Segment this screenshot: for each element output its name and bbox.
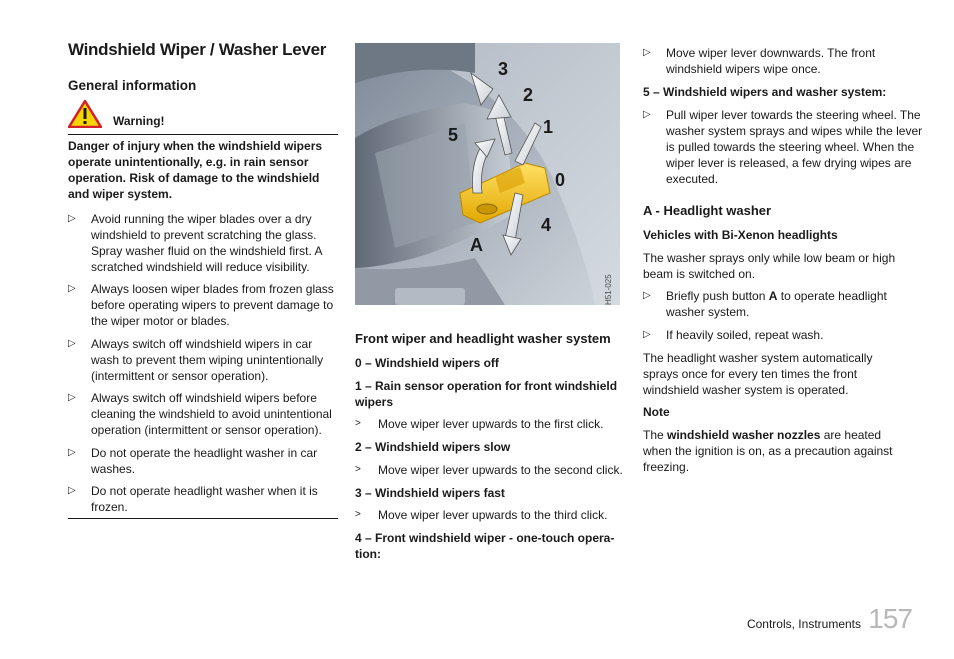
list-item: ▷ Do not operate the headlight washer in car washes.	[68, 446, 318, 476]
list-item: ▷ Always switch off windshield wipers in car wash to prevent them wiping unintentionally (intermittent or sensor operation).	[68, 337, 324, 383]
triangle-bullet-icon: ▷	[643, 109, 651, 120]
headlight-washer-heading: A - Headlight washer	[643, 203, 772, 218]
auto-spray-text: The headlight washer system automatically sprays once for every ten times the front windshield washer system is operated.	[643, 351, 873, 397]
figure-label-4: 4	[541, 215, 552, 235]
list-item: ▷ Always switch off windshield wipers before cleaning the windshield to avoid unintentional operation (intermittent or sensor operation).	[68, 391, 332, 437]
wiper-lever-image	[355, 43, 620, 305]
front-wiper-heading: Front wiper and headlight washer system	[355, 331, 611, 346]
list-item: > Move wiper lever upwards to the first click.	[355, 417, 604, 431]
triangle-bullet-icon: ▷	[68, 485, 76, 496]
position-5-label: 5 – Windshield wipers and washer system:	[643, 85, 887, 99]
chevron-bullet-icon: >	[355, 509, 361, 520]
chevron-bullet-icon: >	[355, 464, 361, 475]
list-item: ▷ Always loosen wiper blades from frozen glass before operating wipers to prevent damage to the wiper motor or blades.	[68, 282, 334, 328]
figure-label-a: A	[470, 235, 483, 255]
warning-label: Warning!	[113, 114, 165, 128]
figure-code: H51-025	[604, 274, 613, 305]
page-title: Windshield Wiper / Washer Lever	[68, 40, 327, 59]
list-item: ▷ Do not operate headlight washer when it is frozen.	[68, 484, 318, 514]
triangle-bullet-icon: ▷	[643, 47, 651, 58]
figure-label-2: 2	[523, 85, 534, 105]
triangle-bullet-icon: ▷	[68, 447, 76, 458]
warning-text: Danger of injury when the windshield wipers operate unintentionally, e.g. in rain sensor operation. Risk of damage to the windshield and wiper system.	[68, 139, 323, 201]
list-item: ▷ Briefly push button A to operate headlight washer system.	[643, 289, 887, 319]
position-2-label: 2 – Windshield wipers slow	[355, 440, 511, 454]
warning-triangle-icon	[68, 100, 102, 128]
triangle-bullet-icon: ▷	[68, 213, 76, 224]
note-text: The windshield washer nozzles are heated when the ignition is on, as a precaution against freezing.	[643, 428, 893, 474]
bixenon-heading: Vehicles with Bi-Xenon headlights	[643, 228, 838, 242]
lowbeam-text: The washer sprays only while low beam or high beam is switched on.	[643, 251, 896, 281]
figure-label-3: 3	[498, 59, 509, 79]
triangle-bullet-icon: ▷	[643, 290, 651, 301]
general-information-heading: General information	[68, 78, 197, 93]
triangle-bullet-icon: ▷	[643, 329, 651, 340]
triangle-bullet-icon: ▷	[68, 392, 76, 403]
list-item: > Move wiper lever upwards to the second click.	[355, 463, 623, 477]
position-1-label: 1 – Rain sensor operation for front windshield wipers	[355, 379, 618, 409]
chevron-bullet-icon: >	[355, 418, 361, 429]
figure-label-1: 1	[543, 117, 554, 137]
list-item: ▷ If heavily soiled, repeat wash.	[643, 328, 824, 342]
footer-section: Controls, Instruments	[746, 617, 861, 631]
triangle-bullet-icon: ▷	[68, 283, 76, 294]
list-item: ▷ Pull wiper lever towards the steering wheel. The washer system sprays and wipes while the lever is pulled towards the steering wheel. When the wiper lever is released, a few drying wipes are executed.	[643, 108, 923, 186]
figure-label-0: 0	[555, 170, 566, 190]
triangle-bullet-icon: ▷	[68, 338, 76, 349]
position-3-label: 3 – Windshield wipers fast	[355, 486, 505, 500]
position-0-label: 0 – Windshield wipers off	[355, 356, 499, 370]
divider	[68, 518, 338, 519]
note-heading: Note	[643, 405, 670, 419]
wiper-lever-illustration	[355, 43, 620, 305]
page-number: 157	[868, 603, 912, 634]
list-item: > Move wiper lever upwards to the third click.	[355, 508, 608, 522]
warning-box	[68, 100, 338, 135]
list-item: ▷ Move wiper lever downwards. The front windshield wipers wipe once.	[643, 46, 876, 76]
position-4-label: 4 – Front windshield wiper - one-touch opera-tion:	[355, 531, 615, 561]
list-item: ▷ Avoid running the wiper blades over a dry windshield to prevent scratching the glass. Spray washer fluid on the windshield first. A scratched windshield will reduce visibility.	[68, 212, 322, 274]
figure-label-5: 5	[448, 125, 459, 145]
